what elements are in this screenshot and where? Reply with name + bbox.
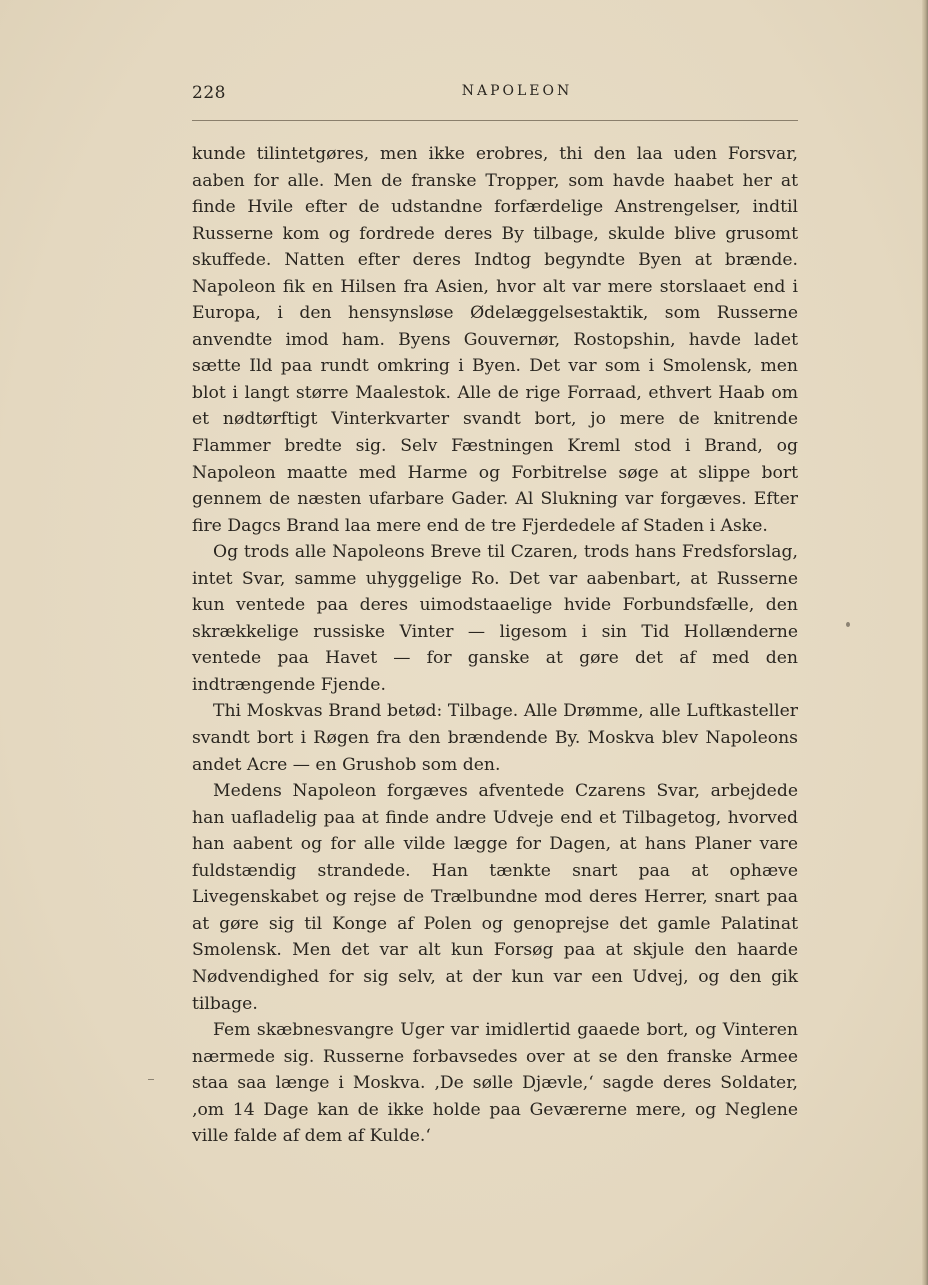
page-header (192, 83, 798, 105)
paper-speck (846, 622, 850, 627)
running-title: NAPOLEON (461, 83, 573, 99)
paragraph: kunde tilintetgøres, men ikke erobres, thi den laa uden Forsvar, aaben for alle. Men de franske Tropper, som havde haabet her at finde Hvile efter de udstandne forfærdelige Anstrengelser, indtil Russerne kom og fordrede deres By tilbage, skulde blive grusomt skuffede. Natten efter deres Indtog begyndte Byen at brænde. Napoleon fik en Hilsen fra Asien, hvor alt var mere storslaaet end i Europa, i den hensynsløse Ødelæggelsestaktik, som Russerne anvendte imod ham. Byens Gouvernør, Rostopshin, havde ladet sætte Ild paa rundt omkring i Byen. Det var som i Smolensk, men blot i langt større Maalestok. Alle de rige Forraad, ethvert Haab om et nødtørftigt Vinterkvarter svandt bort, jo mere de knitrende Flammer bredte sig. Selv Fæstningen Kreml stod i Brand, og Napoleon maatte med Harme og Forbitrelse søge at slippe bort gennem de næsten ufarbare Gader. Al Slukning var forgæves. Efter fire Dagcs Brand laa mere end de tre Fjerdedele af Staden i Aske. (192, 144, 798, 536)
body-text (192, 141, 798, 1150)
page-edge-shadow (922, 0, 928, 1285)
paragraph: Medens Napoleon forgæves afventede Czarens Svar, arbejdede han uafladelig paa at finde andre Udveje end et Tilbagetog, hvorved han aabent og for alle vilde lægge for Dagen, at hans Planer vare fuldstændig strandede. Han tænkte snart paa at ophæve Livegenskabet og rejse de Trælbundne mod deres Herrer, snart paa at gøre sig til Konge af Polen og genoprejse det gamle Palatinat Smolensk. Men det var alt kun Forsøg paa at skjule den haarde Nødvendighed for sig selv, at der kun var een Udvej, og den gik tilbage. (192, 781, 798, 1014)
paragraph: Fem skæbnesvangre Uger var imidlertid gaaede bort, og Vinteren nærmede sig. Russerne forbavsedes over at se den franske Armee staa saa længe i Moskva. ‚De sølle Djævle,‘ sagde deres Soldater, ‚om 14 Dage kan de ikke holde paa Geværerne mere, og Neglene ville falde af dem af Kulde.‘ (192, 1020, 798, 1147)
paper-speck (148, 1079, 154, 1080)
paragraph: Og trods alle Napoleons Breve til Czaren, trods hans Fredsforslag, intet Svar, samme uhyggelige Ro. Det var aabenbart, at Russerne kun ventede paa deres uimodstaaelige hvide Forbundsfælle, den skrækkelige russiske Vinter — ligesom i sin Tid Hollænderne ventede paa Havet — for ganske at gøre det af med den indtrængende Fjende. (192, 542, 798, 695)
paragraph: Thi Moskvas Brand betød: Tilbage. Alle Drømme, alle Luftkasteller svandt bort i Røgen fra den brændende By. Moskva blev Napoleons andet Acre — en Grushob som den. (192, 701, 798, 775)
page-number: 228 (192, 83, 226, 103)
header-rule (192, 120, 798, 121)
